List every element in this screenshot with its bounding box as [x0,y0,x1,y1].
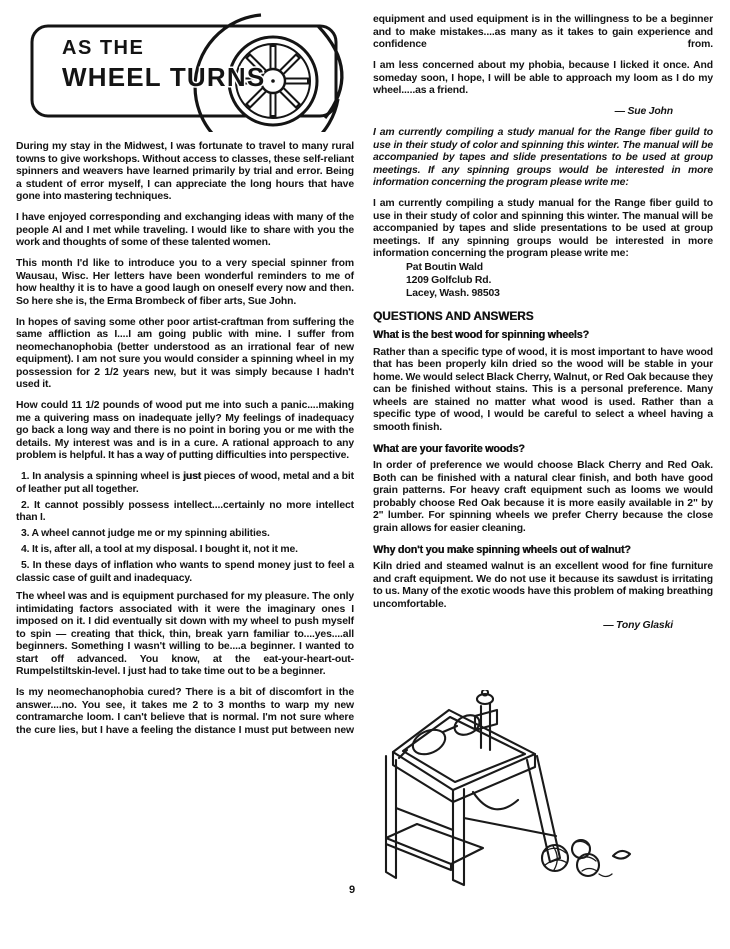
paragraph: In hopes of saving some other poor artist-craftman from suffering the same affliction as I....I am going public with mine. I suffer from neomechanophobia (better understood as an irrational fear of new equipment). I am not sure you would consider a spinning wheel in my possession for 2 1/2 years new, but it was simply because I hadn't used it. [16,316,354,390]
yarn-winder-machine-illustration [377,690,641,890]
paragraph: The wheel was and is equipment purchased for my pleasure. The only intimidating factors associated with it were the imaginary ones I imposed on it. I did eventually sit down with my wheel to push myself to spin — creating that thick, thin, break yarn familiar to....yes....all beginners. Something I wasn't willing to be....a beginner. I wanted to start off advanced. You know, at the eat-your-heart-out-Rumpelstiltskin-level. I just had to take time out to be a beginner. [16,591,354,677]
paragraph: I am less concerned about my phobia, because I licked it once. And someday soon, I hope, I will be able to approach my loom as I do my wheel.....as a friend. [373,60,713,96]
paragraph: Is my neomechanophobia cured? There is a bit of discomfort in the answer....no. You see, it takes me 2 to 3 months to warp my new contramarche loom. I can't believe that is normal. I'm not sure where the cure lies, but I have a feeling the distance I must put between new [16,687,354,736]
list-item: 2. It cannot possibly possess intellect....certainly no more intellect than I. [16,499,354,523]
list-item: 1. In analysis a spinning wheel is just pieces of wood, metal and a bit of leather put all together. [16,471,354,495]
page-number: 9 [349,884,356,896]
signature-tony-glaski: — Tony Glaski [603,619,673,631]
paragraph: This month I'd like to introduce you to a very special spinner from Wausau, Wisc. Her letters have been wonderful reminders to me of how healthy it is to have a good laugh on oneself every now and then. So here she is, the Erma Brombeck of fiber arts, Sue John. [16,258,354,307]
bench-frame [386,710,560,885]
right-column [373,14,713,641]
yarn-balls [542,840,630,877]
qa-question: What are your favorite woods? [373,442,525,455]
left-column [16,141,354,746]
paragraph: equipment and used equipment is in the willingness to be a beginner and to make mistakes....as many as it takes to gain experience and confidence from. [373,14,713,50]
list-item: 4. It is, after all, a tool at my disposal. I bought it, not it me. [21,544,298,555]
qa-answer: In order of preference we would choose Black Cherry and Red Oak. Both can be finished with a natural clear finish, and both have good grain patterns. For heavy craft equipment such as looms we would probably choose Red Oak because it is more easily available in 2" by 2" lumber. For spinning wheels we prefer Cherry because the close grain allows for easier cleaning. [373,460,713,534]
address-line: Lacey, Wash. 98503 [406,287,500,299]
italic-announcement: I am currently compiling a study manual for the Range fiber guild to use in their study of color and spinning this winter. The manual will be accompanied by tapes and slide presentations to be used at group meetings. If any spinning groups would be interested in more information concerning the program please write me: [373,127,713,188]
qa-question: What is the best wood for spinning wheels? [373,329,589,341]
qa-answer: Rather than a specific type of wood, it is most important to have wood that has been properly kiln dried so the wood will be stable in your home. We would select Black Cherry, Walnut, or Red Oak because they can be finished without stains. This is a personal preference. Many wheels are stained no matter what wood is used. Rather than a specific type of wood, I would be careful to select a wheel having a smooth finish. [373,346,713,433]
signature-sue-john: — Sue John [614,106,673,117]
list-item: 5. In these days of inflation who wants to spend money just to feel a classic case of guilt and inadequacy. [16,560,354,584]
address-block [373,261,713,300]
address-line: 1209 Golfclub Rd. [406,274,492,286]
masthead [22,12,366,132]
qa-question: Why don't you make spinning wheels out of walnut? [373,543,631,556]
qa-answer: Kiln dried and steamed walnut is an excellent wood for fine furniture and craft equipment. We do not use it because its sawdust is irritating to us. Many of the exotic woods have this problem of making breathing uncomfortable. [373,561,713,610]
masthead-title-line2: WHEEL TURNS [62,62,266,92]
list-item: 3. A wheel cannot judge me or my spinning abilities. [21,528,270,539]
announcement: I am currently compiling a study manual for the Range fiber guild to use in their study of color and spinning this winter. The manual will be accompanied by tapes and slide presentations to be used at group meetings. If any spinning groups would be interested in more information concerning the program please write me: [373,198,713,259]
paragraph: How could 11 1/2 pounds of wood put me into such a panic....making me a quivering mass on inadequate jelly? My feelings of inadequacy go back a long way and there is no point in boring you or me with the details. My interest was and is in a cure. A rational approach to any problem is helpful. It has a way of putting difficulties into perspective. [16,400,354,461]
masthead-title-line1: AS THE [62,37,145,59]
numbered-list [16,471,354,585]
qa-section-heading: QUESTIONS AND ANSWERS [373,308,534,323]
winder-head [399,690,497,759]
masthead-graphic [22,12,366,132]
address-line: Pat Boutin Wald [406,261,483,273]
paragraph: During my stay in the Midwest, I was fortunate to travel to many rural towns to give workshops. Without access to classes, these self-reliant spinners and weavers have learned primarily by trial and error. Being a student of error myself, I can appreciate the long hours that have gone into mastering techniques. [16,141,354,202]
paragraph: I have enjoyed corresponding and exchanging ideas with many of the people Al and I met while traveling. I would like to share with you the work and thoughts of some of these talented women. [16,212,354,248]
